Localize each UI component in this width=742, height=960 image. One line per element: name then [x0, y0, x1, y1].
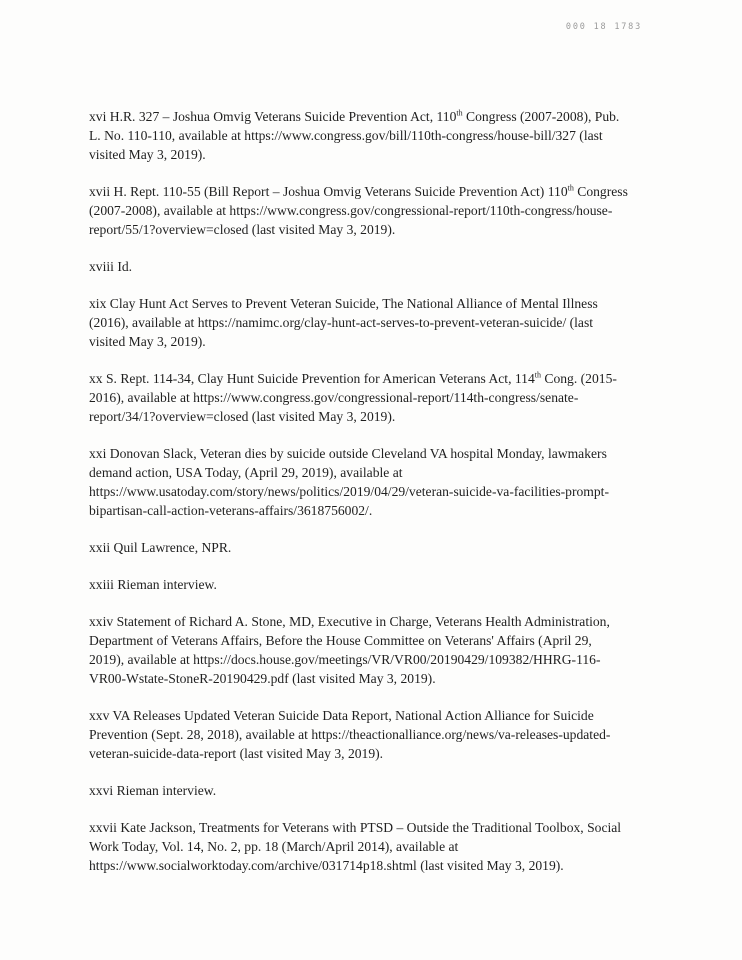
endnote-text-cont: Congress (2007-2008), Pub. L. No. 110-110, available at https://www.congress.gov/bill/110th-congress/house-bill/327 (last visited May 3, 2019). — [89, 109, 620, 162]
endnote — [89, 182, 629, 239]
endnote-text: xxii Quil Lawrence, NPR. — [89, 540, 232, 555]
endnote-text: xvi H.R. 327 – Joshua Omvig Veterans Suicide Prevention Act, 110 — [89, 109, 457, 124]
endnote-text: xxi Donovan Slack, Veteran dies by suicide outside Cleveland VA hospital Monday, lawmakers demand action, USA Today, (April 29, 2019), available at https://www.usatoday.com/story/news/politics/2019/04/29/veteran-suicide-va-facilities-prompt-bipartisan-call-action-veterans-affairs/3618756002/. — [89, 446, 609, 518]
endnotes-list — [89, 107, 629, 893]
endnote-text: xxiv Statement of Richard A. Stone, MD, Executive in Charge, Veterans Health Administration, Department of Veterans Affairs, Before the House Committee on Veterans' Affairs (April 29, 2019), available at https://docs.house.gov/meetings/VR/VR00/20190429/109382/HHRG-116-VR00-Wstate-StoneR-20190429.pdf (last visited May 3, 2019). — [89, 614, 610, 686]
page-identifier: 000 18 1783 — [565, 22, 642, 32]
endnote-text: xxiii Rieman interview. — [89, 577, 217, 592]
endnote-text-cont: Congress (2007-2008), available at https://www.congress.gov/congressional-report/110th-congress/house-report/55/1?overview=closed (last visited May 3, 2019). — [89, 184, 628, 237]
endnote-text: xxv VA Releases Updated Veteran Suicide Data Report, National Action Alliance for Suicide Prevention (Sept. 28, 2018), available at https://theactionalliance.org/news/va-releases-updated-veteran-suicide-data-report (last visited May 3, 2019). — [89, 708, 611, 761]
endnote — [89, 538, 629, 557]
endnote-text: xxvi Rieman interview. — [89, 783, 217, 798]
endnote — [89, 444, 629, 520]
endnote-text: xviii Id. — [89, 259, 133, 274]
endnote — [89, 294, 629, 351]
ordinal-superscript: th — [456, 108, 463, 118]
endnote — [89, 818, 629, 875]
endnote — [89, 706, 629, 763]
ordinal-superscript: th — [567, 183, 574, 193]
endnote-text: xxvii Kate Jackson, Treatments for Veterans with PTSD – Outside the Traditional Toolbox, Social Work Today, Vol. 14, No. 2, pp. 18 (March/April 2014), available at https://www.socialworktoday.com/archive/031714p18.shtml (last visited May 3, 2019). — [89, 820, 622, 873]
endnote-text: xvii H. Rept. 110-55 (Bill Report – Joshua Omvig Veterans Suicide Prevention Act) 110 — [89, 184, 568, 199]
endnote-text: xx S. Rept. 114-34, Clay Hunt Suicide Prevention for American Veterans Act, 114 — [89, 371, 535, 386]
endnote — [89, 107, 629, 164]
ordinal-superscript: th — [534, 370, 541, 380]
endnote — [89, 781, 629, 800]
endnote — [89, 257, 629, 276]
endnote — [89, 612, 629, 688]
endnote-text-cont: Cong. (2015-2016), available at https://www.congress.gov/congressional-report/114th-congress/senate-report/34/1?overview=closed (last visited May 3, 2019). — [89, 371, 617, 424]
endnote — [89, 369, 629, 426]
endnote-text: xix Clay Hunt Act Serves to Prevent Veteran Suicide, The National Alliance of Mental Illness (2016), available at https://namimc.org/clay-hunt-act-serves-to-prevent-veteran-suicide/ (last visited May 3, 2019). — [89, 296, 598, 349]
endnote — [89, 575, 629, 594]
